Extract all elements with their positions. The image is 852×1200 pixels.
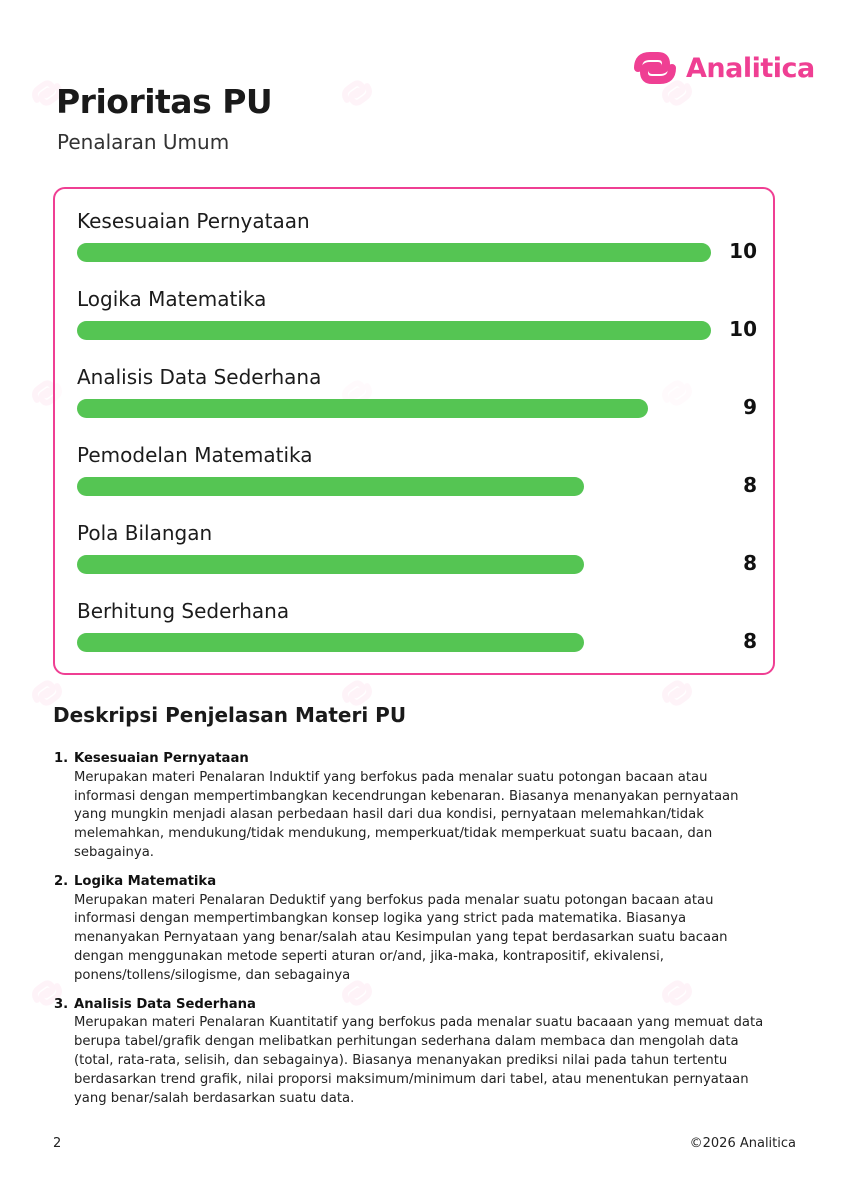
- brand: [632, 50, 815, 86]
- priority-score: 8: [743, 551, 757, 575]
- page-title: Prioritas PU: [56, 82, 273, 121]
- priority-bar-track: [77, 477, 711, 496]
- priority-label: Pemodelan Matematika: [77, 443, 313, 467]
- priority-label: Logika Matematika: [77, 287, 267, 311]
- priority-bar-track: [77, 321, 711, 340]
- priority-bar: [77, 399, 648, 418]
- priority-bar-track: [77, 633, 711, 652]
- page-subtitle: Penalaran Umum: [57, 130, 230, 154]
- brand-name: Analitica: [686, 52, 815, 84]
- priority-label: Kesesuaian Pernyataan: [77, 209, 310, 233]
- priority-label: Pola Bilangan: [77, 521, 213, 545]
- priority-bar: [77, 321, 711, 340]
- description-number: 1.: [54, 751, 69, 766]
- priority-label: Analisis Data Sederhana: [77, 365, 322, 389]
- priority-row: [77, 423, 757, 501]
- description-title: Logika Matematika: [74, 873, 217, 889]
- description-text: Merupakan materi Penalaran Deduktif yang berfokus pada menalar suatu potongan bacaan atau informasi dengan mempertimbangkan konsep logika yang strict pada matematika. Biasanya menanyakan Pernyataan yang benar/salah atau Kesimpulan yang tepat berdasarkan suatu bacaan dengan menggunakan metode seperti aturan or/and, jika-maka, kontrapositif, ekivalensi, ponens/tollens/silogisme, dan sebagainya: [74, 892, 728, 983]
- priority-bar-track: [77, 555, 711, 574]
- priority-card: [53, 187, 775, 675]
- watermark-logo: [336, 73, 379, 114]
- description-item: [54, 996, 764, 1109]
- priority-bar-track: [77, 243, 711, 262]
- priority-score: 10: [729, 317, 757, 341]
- priority-label: Berhitung Sederhana: [77, 599, 290, 623]
- description-number: 3.: [54, 996, 69, 1012]
- priority-score: 9: [743, 395, 757, 419]
- priority-row: [77, 189, 757, 267]
- description-item: [54, 750, 764, 863]
- priority-score: 8: [743, 473, 757, 497]
- priority-row: [77, 501, 757, 579]
- copyright: ©2026 Analitica: [689, 1136, 796, 1151]
- description-heading: Deskripsi Penjelasan Materi PU: [53, 703, 407, 727]
- watermark-logo: [656, 673, 699, 714]
- description-text: Merupakan materi Penalaran Induktif yang berfokus pada menalar suatu potongan bacaan atau informasi dengan mempertimbangkan kecendrungan kebenaran. Biasanya menanyakan pernyataan yang mungkin menjadi alasan perbedaan hasil dari dua kondisi, pernyataan melemahkan/tidak melemahkan, mendukung/tidak mendukung, memperkuat/tidak memperkuat suatu bacaan, dan sebagainya.: [74, 769, 739, 860]
- priority-bar: [77, 555, 584, 574]
- priority-row: [77, 579, 757, 657]
- priority-bar: [77, 633, 584, 652]
- priority-row: [77, 345, 757, 423]
- description-list: [54, 750, 764, 1118]
- priority-score: 10: [729, 239, 757, 263]
- priority-row: [77, 267, 757, 345]
- description-title: Analisis Data Sederhana: [74, 996, 256, 1012]
- priority-bar-track: [77, 399, 711, 418]
- description-number: 2.: [54, 873, 69, 889]
- analitica-logo-icon: [632, 50, 678, 86]
- page-number: 2: [53, 1136, 62, 1151]
- description-title: Kesesuaian Pernyataan: [74, 751, 249, 766]
- priority-score: 8: [743, 629, 757, 653]
- description-item: [54, 873, 764, 986]
- description-text: Merupakan materi Penalaran Kuantitatif yang berfokus pada menalar suatu bacaaan yang memuat data berupa tabel/grafik dengan melibatkan perhitungan sederhana dalam membaca dan mengolah data (total, rata-rata, selisih, dan sebagainya). Biasanya menanyakan prediksi nilai pada tahun tertentu berdasarkan trend grafik, nilai proporsi maksimum/minimum dari tabel, atau menentukan pernyataan yang benar/salah berdasarkan suatu data.: [74, 1015, 764, 1106]
- priority-bar: [77, 243, 711, 262]
- priority-bar: [77, 477, 584, 496]
